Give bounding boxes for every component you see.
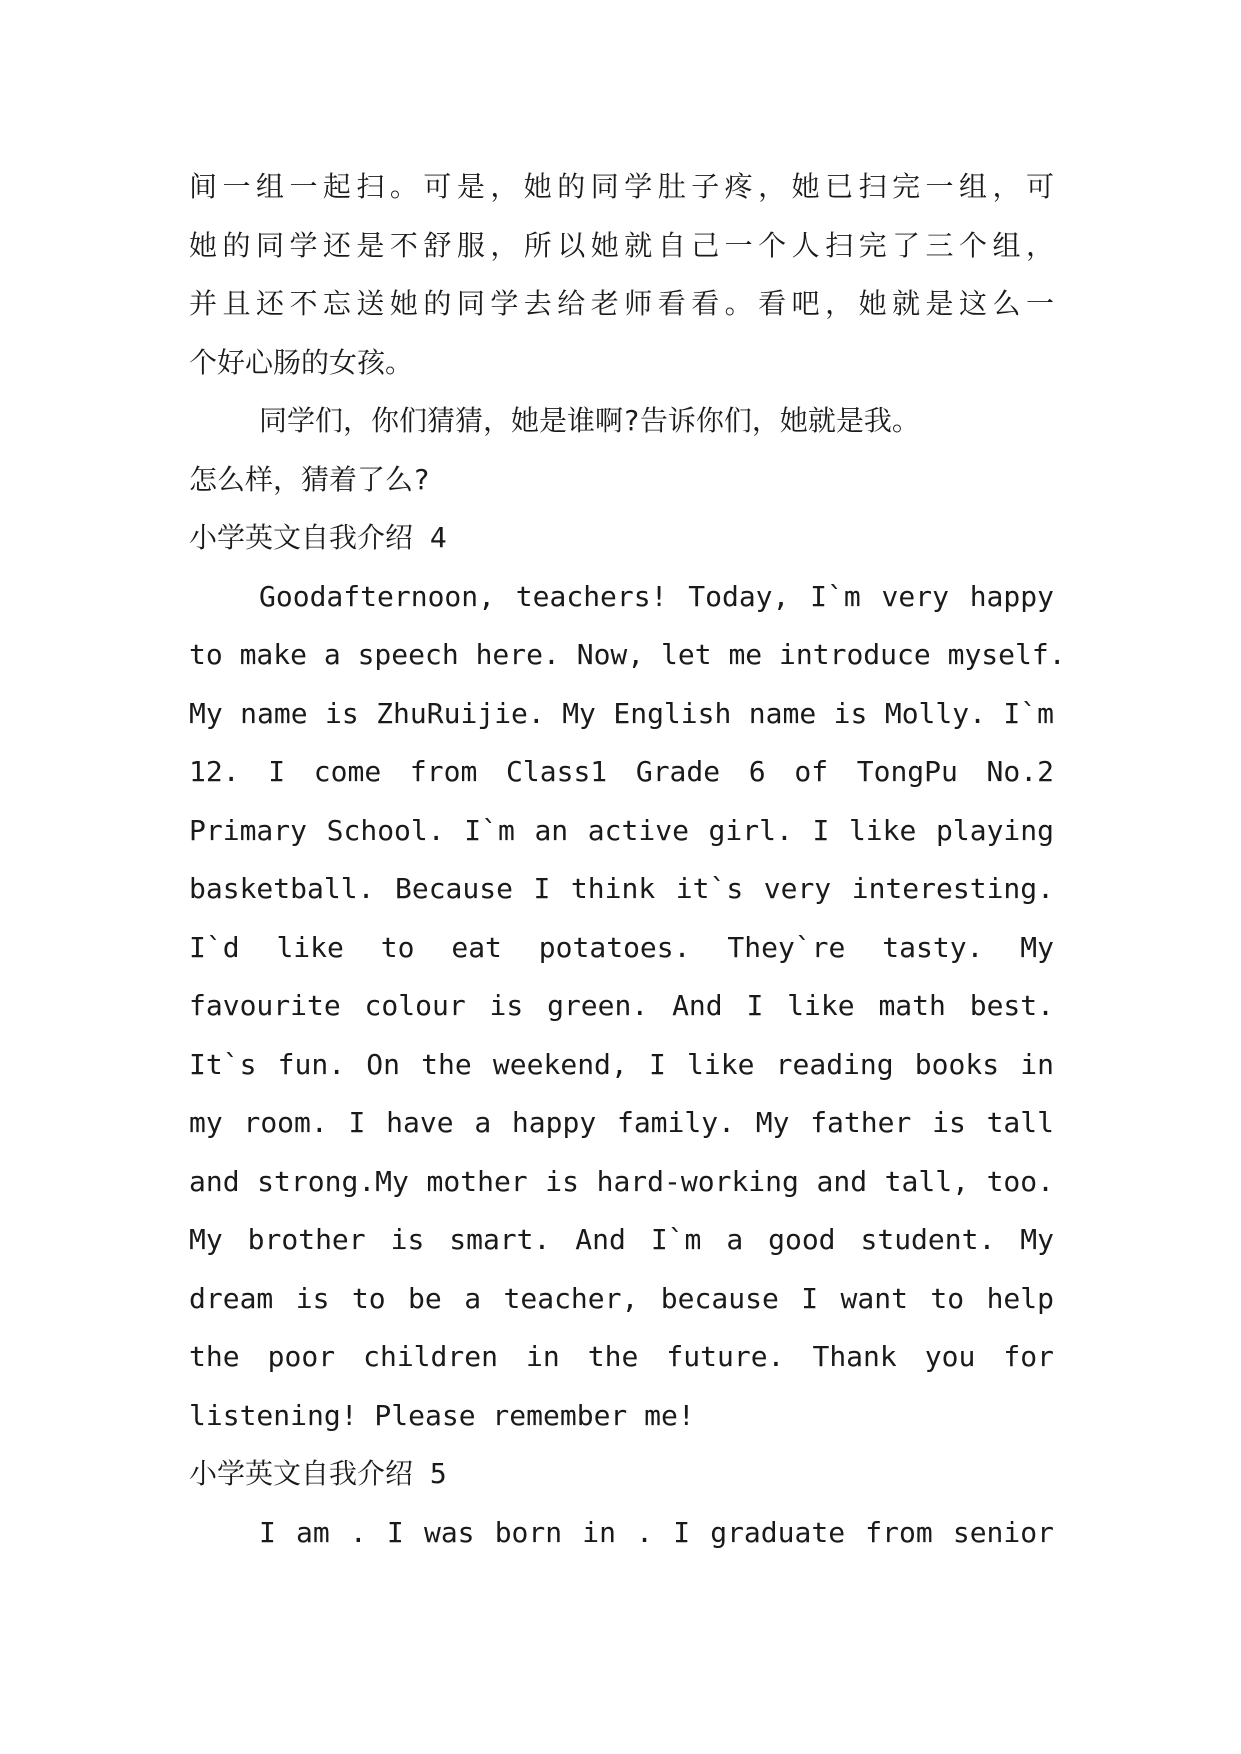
paragraph-line: 间一组一起扫。可是，她的同学肚子疼，她已扫完一组，可 xyxy=(189,170,1054,203)
section-heading-4: 小学英文自我介绍 4 xyxy=(189,521,447,554)
paragraph-line: 个好心肠的女孩。 xyxy=(189,345,414,379)
paragraph-line: 12. I come from Class1 Grade 6 of TongPu No.2 xyxy=(189,755,1054,788)
paragraph-line: I`d like to eat potatoes. They`re tasty. My xyxy=(189,930,1054,964)
paragraph-line: It`s fun. On the weekend, I like reading books in xyxy=(189,1047,1054,1081)
document-page xyxy=(189,158,1066,1562)
paragraph-line: listening! Please remember me! xyxy=(189,1398,695,1432)
paragraph-line: 并且还不忘送她的同学去给老师看看。看吧，她就是这么一 xyxy=(189,287,1054,320)
section-heading-5: 小学英文自我介绍 5 xyxy=(189,1457,447,1490)
paragraph-line: 她的同学还是不舒服，所以她就自己一个人扫完了三个组， xyxy=(189,228,1054,262)
paragraph-line: Goodafternoon, teachers! Today, I`m very happy xyxy=(259,579,1054,613)
paragraph-line: my room. I have a happy family. My father is tall xyxy=(189,1106,1054,1139)
paragraph-line: My name is ZhuRuijie. My English name is Molly. I`m xyxy=(189,696,1054,730)
paragraph-line: 同学们，你们猜猜，她是谁啊?告诉你们，她就是我。 xyxy=(259,404,920,437)
paragraph-line: 怎么样，猜着了么? xyxy=(189,462,430,496)
paragraph-line: basketball. Because I think it`s very interesting. xyxy=(189,872,1054,905)
paragraph-line: and strong.My mother is hard-working and tall, too. xyxy=(189,1164,1054,1198)
paragraph-line: Primary School. I`m an active girl. I like playing xyxy=(189,813,1054,847)
paragraph-line: I am . I was born in . I graduate from senior xyxy=(259,1515,1054,1549)
paragraph-line: dream is to be a teacher, because I want to help xyxy=(189,1281,1054,1315)
paragraph-line: favourite colour is green. And I like math best. xyxy=(189,989,1054,1022)
paragraph-line: My brother is smart. And I`m a good student. My xyxy=(189,1223,1054,1256)
paragraph-line: to make a speech here. Now, let me introduce myself. xyxy=(189,638,1066,671)
paragraph-line: the poor children in the future. Thank you for xyxy=(189,1340,1054,1373)
